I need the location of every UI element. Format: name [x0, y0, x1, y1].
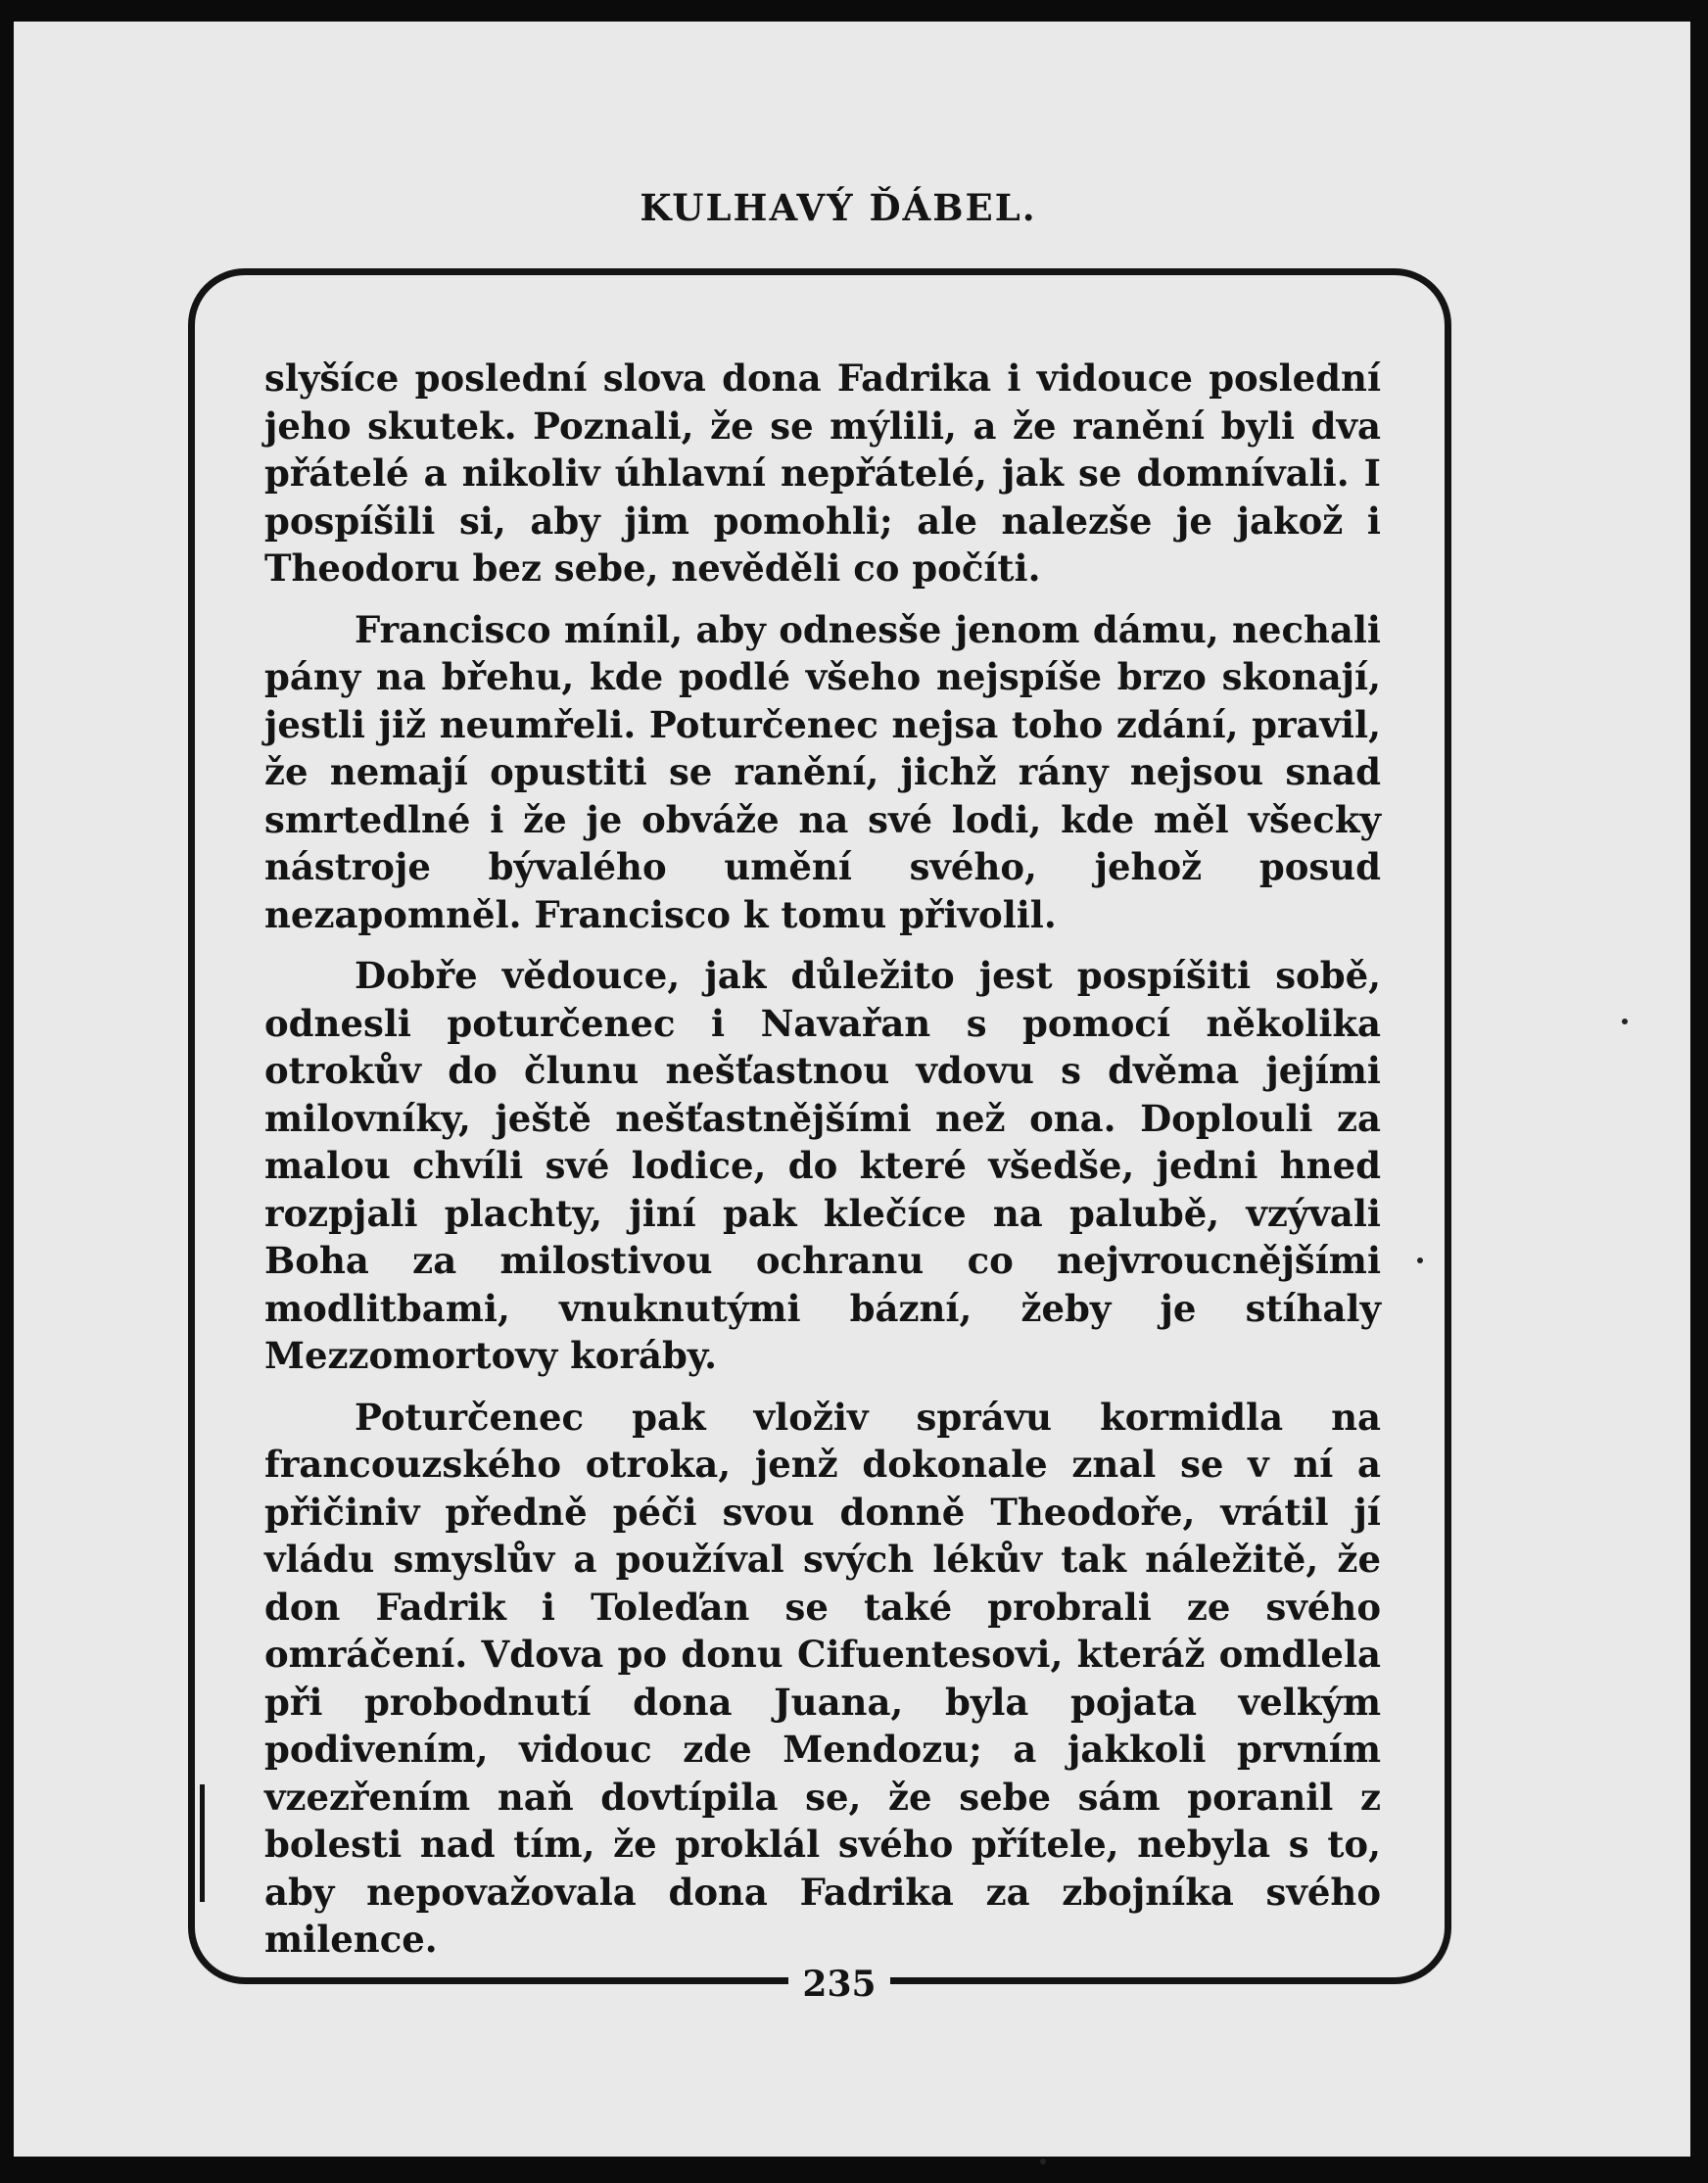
paragraph: Poturčenec pak vloživ správu kormidla na francouzského otroka, jenž dokonale znal se v ní a přičiniv předně péči svou donně Theodoře, vrátil jí vládu smyslův a používal svých lékův tak náležitě, že don Fadrik i Toleďan se také probrali ze svého omráčení. Vdova po donu Cifuentesovi, kteráž omdlela při probodnutí dona Juana, byla pojata velkým podivením, vidouc zde Mendozu; a jakkoli prvním vzezřením naň dovtípila se, že sebe sám poranil z bolesti nad tím, že proklál svého přítele, nebyla s to, aby nepovažovala dona Fadrika za zbojníka svého milence.	[264, 1395, 1381, 1961]
paragraph: slyšíce poslední slova dona Fadrika i vidouce poslední jeho skutek. Poznali, že se mýlili, a že ranění byli dva přátelé a nikoliv úhlavní nepřátelé, jak se domnívali. I pospíšili si, aby jim pomohli; ale nalezše je jakož i Theodoru bez sebe, nevěděli co počíti.	[264, 356, 1381, 590]
dust-speck	[1040, 2159, 1046, 2164]
paragraph: Dobře vědouce, jak důležito jest pospíšiti sobě, odnesli poturčenec i Navařan s pomocí několika otrokův do člunu nešťastnou vdovu s dvěma jejími milovníky, ještě nešťastnějšími než ona. Doplouli za malou chvíli své lodice, do které všedše, jedni hned rozpjali plachty, jiní pak klečíce na palubě, vzývali Boha za milostivou ochranu co nejvroucnějšími modlitbami, vnuknutými bázní, žeby je stíhaly Mezzomortovy koráby.	[264, 954, 1381, 1377]
dust-speck	[1622, 1019, 1628, 1024]
body-text	[264, 355, 1381, 1977]
frame-edge-mark	[200, 1784, 205, 1902]
page-number: 235	[788, 1957, 890, 2012]
running-head: KULHAVÝ ĎÁBEL.	[640, 186, 1037, 229]
paragraph: Francisco mínil, aby odnesše jenom dámu, nechali pány na břehu, kde podlé všeho nejspíše brzo skonají, jestli již neumřeli. Poturčenec nejsa toho zdání, pravil, že nemají opustiti se ranění, jichž rány nejsou snad smrtedlné i že je obváže na své lodi, kde měl všecky nástroje bývalého umění svého, jehož posud nezapomněl. Francisco k tomu přivolil.	[264, 607, 1381, 936]
dust-speck	[1417, 1258, 1423, 1263]
book-page	[14, 22, 1690, 2157]
